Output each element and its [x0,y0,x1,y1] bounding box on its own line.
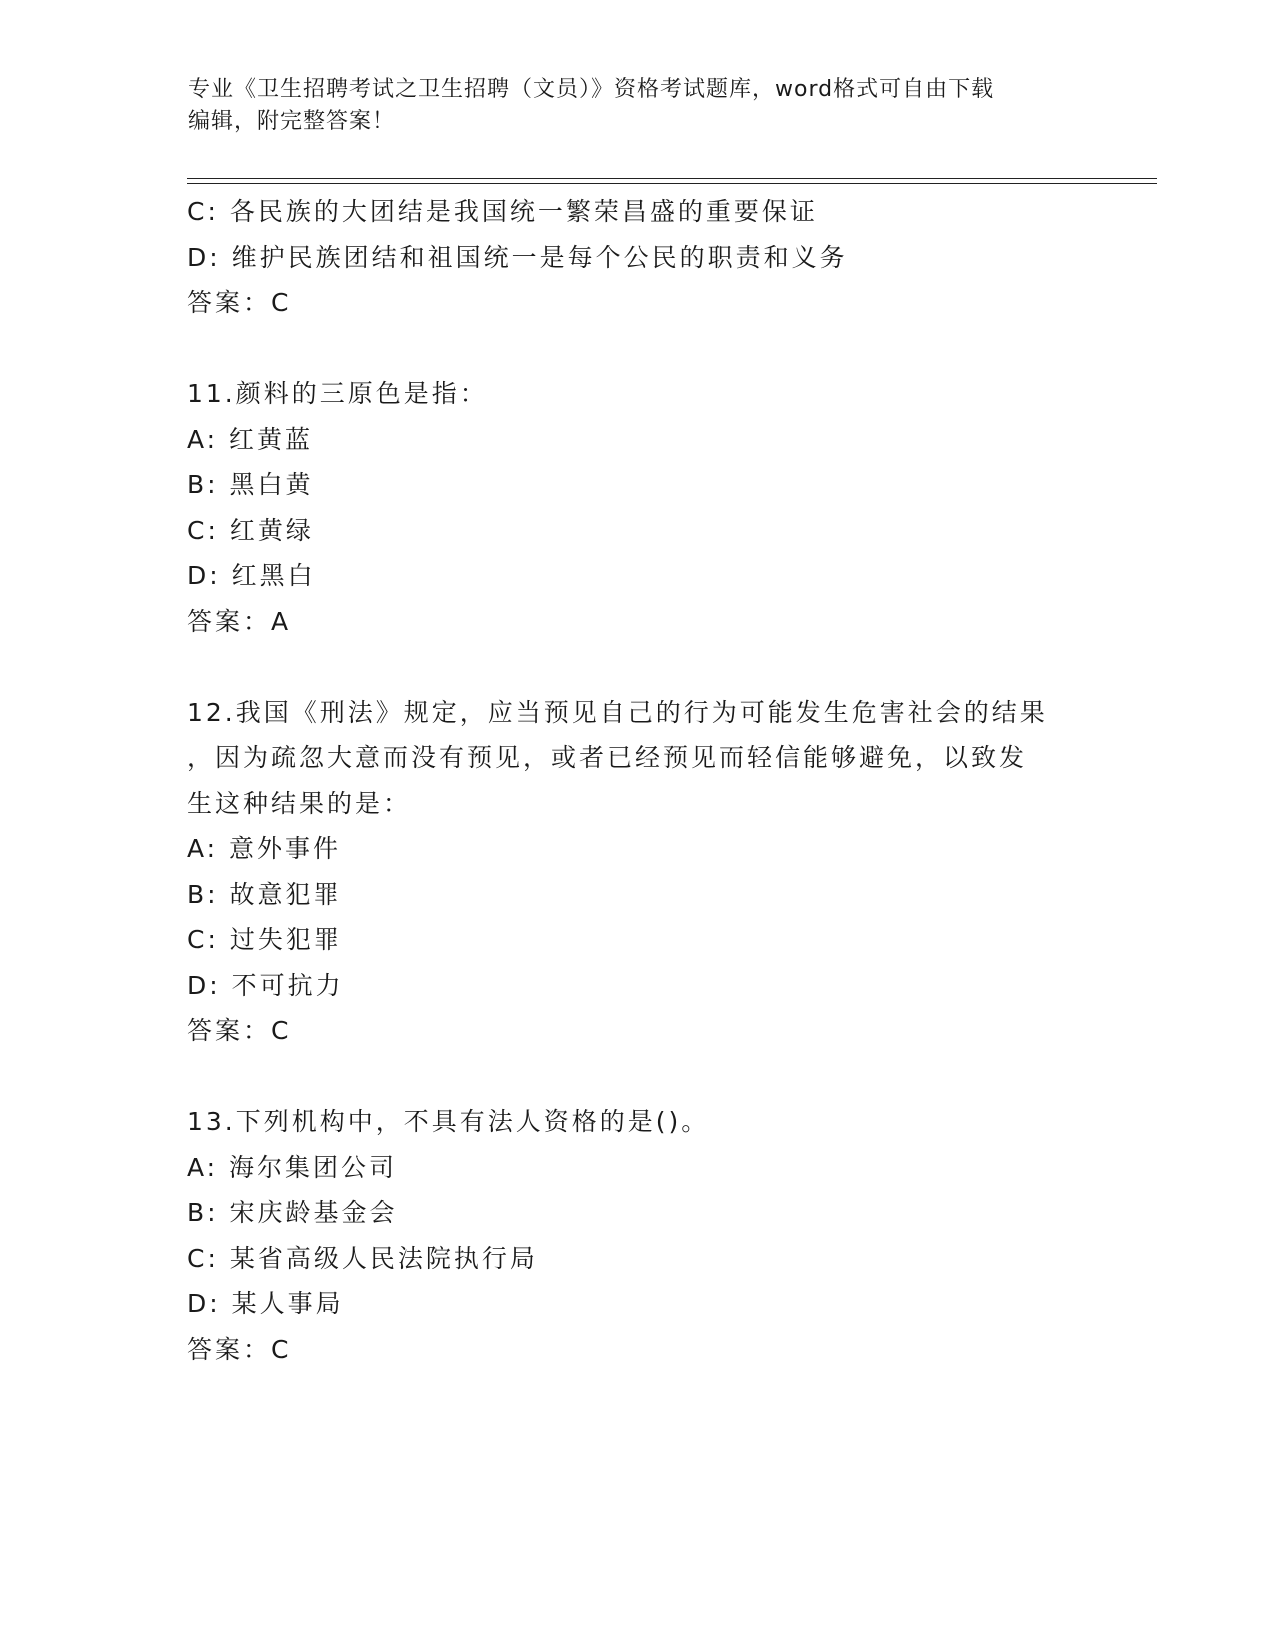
option-a: A: 海尔集团公司 [187,1152,398,1182]
option-b: B: 故意犯罪 [187,879,342,909]
header-line-1: 专业《卫生招聘考试之卫生招聘（文员）》资格考试题库，word格式可自由下载 [188,77,995,102]
question-block-12 [187,690,1087,1054]
option-d: D: 红黑白 [187,561,316,590]
option-c: C: 红黄绿 [187,515,314,545]
question-stem: 生这种结果的是： [187,788,412,818]
question-block-13 [187,1099,1087,1372]
question-stem: 13.下列机构中，不具有法人资格的是()。 [187,1107,710,1136]
option-a: A: 红黄蓝 [187,424,314,454]
option-b: B: 宋庆龄基金会 [187,1198,398,1227]
question-stem: 12.我国《刑法》规定，应当预见自己的行为可能发生危害社会的结果 [187,697,1048,727]
header-divider-bottom [187,183,1157,184]
spacer [187,326,1087,372]
option-d: D: 不可抗力 [187,970,344,1000]
answer-line: 答案：A [187,606,292,636]
answer-line: 答案：C [187,1334,292,1364]
option-c: C: 过失犯罪 [187,925,342,954]
option-c: C: 各民族的大团结是我国统一繁荣昌盛的重要保证 [187,197,818,226]
answer-line: 答案：C [187,288,292,317]
question-block-10 [187,189,1087,326]
option-d: D: 维护民族团结和祖国统一是每个公民的职责和义务 [187,242,848,272]
question-block-11 [187,371,1087,644]
option-a: A: 意外事件 [187,834,342,863]
document-header [188,74,1088,138]
option-b: B: 黑白黄 [187,470,314,499]
option-c: C: 某省高级人民法院执行局 [187,1243,538,1273]
question-stem: ，因为疏忽大意而没有预见，或者已经预见而轻信能够避免，以致发 [187,743,1028,772]
option-d: D: 某人事局 [187,1289,344,1318]
header-line-2: 编辑，附完整答案！ [188,109,396,134]
spacer [187,644,1087,690]
spacer [187,1054,1087,1100]
question-stem: 11.颜料的三原色是指： [187,379,488,408]
question-list [187,189,1087,1372]
header-divider-top [187,178,1157,179]
answer-line: 答案：C [187,1016,292,1045]
